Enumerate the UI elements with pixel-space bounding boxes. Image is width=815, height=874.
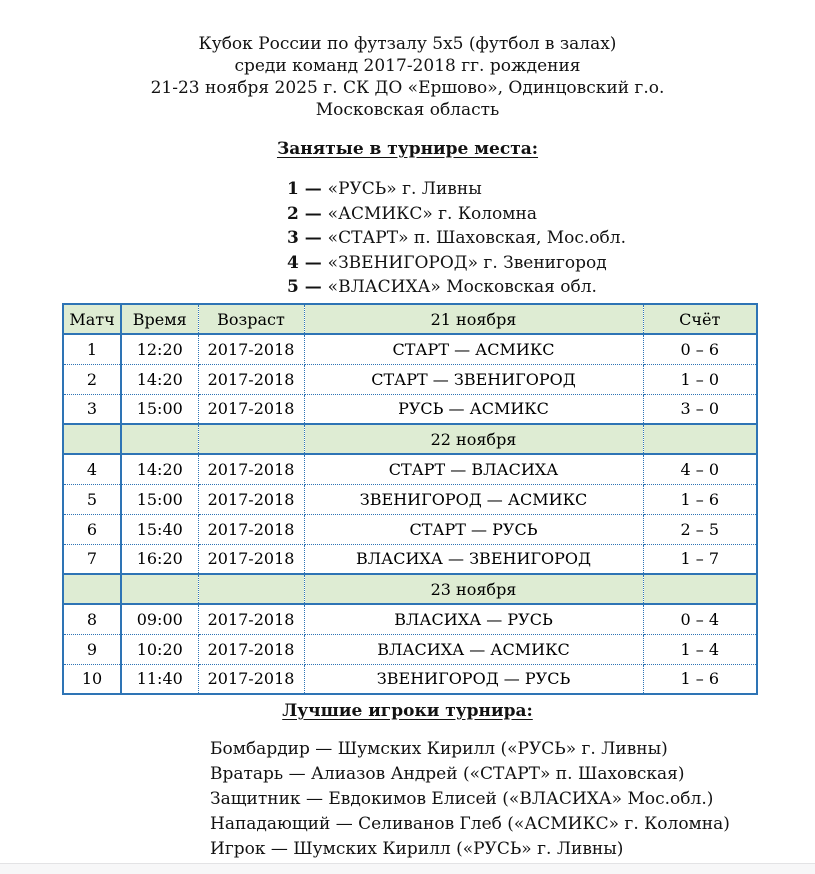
standings-heading: Занятые в турнире места: bbox=[276, 139, 539, 159]
place-number: 5 — bbox=[287, 277, 328, 297]
time-cell: 14:20 bbox=[121, 364, 198, 394]
best-players-heading: Лучшие игроки турнира: bbox=[282, 701, 533, 721]
standings-item bbox=[287, 202, 626, 227]
fixture-cell: СТАРТ — ВЛАСИХА bbox=[304, 454, 643, 484]
place-number: 2 — bbox=[287, 203, 328, 224]
score-cell: 2 – 5 bbox=[643, 514, 757, 544]
date-banner-empty-cell bbox=[643, 424, 757, 454]
match-row bbox=[63, 364, 757, 394]
time-cell: 09:00 bbox=[121, 604, 198, 634]
age-cell: 2017-2018 bbox=[198, 604, 304, 634]
date-banner-label: 22 ноября bbox=[304, 424, 643, 454]
age-cell: 2017-2018 bbox=[198, 454, 304, 484]
age-cell: 2017-2018 bbox=[198, 544, 304, 574]
fixture-cell: СТАРТ — РУСЬ bbox=[304, 514, 643, 544]
score-cell: 1 – 0 bbox=[643, 364, 757, 394]
column-header-age: Возраст bbox=[198, 304, 304, 334]
standings-list bbox=[287, 177, 626, 300]
time-cell: 10:20 bbox=[121, 634, 198, 664]
match-number-cell: 2 bbox=[63, 364, 121, 394]
match-row bbox=[63, 514, 757, 544]
time-cell: 15:40 bbox=[121, 514, 198, 544]
date-banner-empty-cell bbox=[121, 574, 198, 604]
score-cell: 0 – 6 bbox=[643, 334, 757, 364]
standings-item bbox=[287, 226, 626, 251]
best-player-item: Нападающий — Селиванов Глеб («АСМИКС» г. Коломна) bbox=[210, 814, 730, 834]
match-number-cell: 9 bbox=[63, 634, 121, 664]
match-number-cell: 10 bbox=[63, 664, 121, 694]
score-cell: 4 – 0 bbox=[643, 454, 757, 484]
bottom-edge-strip bbox=[0, 863, 815, 874]
age-cell: 2017-2018 bbox=[198, 484, 304, 514]
match-row bbox=[63, 334, 757, 364]
date-banner-row bbox=[63, 424, 757, 454]
best-player-item: Бомбардир — Шумских Кирилл («РУСЬ» г. Ливны) bbox=[210, 739, 668, 759]
date-banner-empty-cell bbox=[198, 574, 304, 604]
match-number-cell: 1 bbox=[63, 334, 121, 364]
place-number: 1 — bbox=[287, 179, 328, 199]
age-cell: 2017-2018 bbox=[198, 364, 304, 394]
title-line-1: Кубок России по футзалу 5х5 (футбол в залах) bbox=[198, 34, 617, 54]
score-cell: 1 – 6 bbox=[643, 664, 757, 694]
fixture-cell: ВЛАСИХА — АСМИКС bbox=[304, 634, 643, 664]
match-number-cell: 6 bbox=[63, 514, 121, 544]
score-cell: 1 – 4 bbox=[643, 634, 757, 664]
match-row bbox=[63, 394, 757, 424]
time-cell: 16:20 bbox=[121, 544, 198, 574]
fixture-cell: ЗВЕНИГОРОД — АСМИКС bbox=[304, 484, 643, 514]
date-banner-empty-cell bbox=[643, 574, 757, 604]
match-number-cell: 8 bbox=[63, 604, 121, 634]
score-cell: 1 – 6 bbox=[643, 484, 757, 514]
age-cell: 2017-2018 bbox=[198, 334, 304, 364]
score-cell: 0 – 4 bbox=[643, 604, 757, 634]
column-header-time: Время bbox=[121, 304, 198, 334]
team-name: «ВЛАСИХА» Московская обл. bbox=[327, 277, 597, 297]
age-cell: 2017-2018 bbox=[198, 664, 304, 694]
date-banner-label: 23 ноября bbox=[304, 574, 643, 604]
match-row bbox=[63, 604, 757, 634]
time-cell: 14:20 bbox=[121, 454, 198, 484]
time-cell: 15:00 bbox=[121, 484, 198, 514]
place-number: 3 — bbox=[287, 228, 328, 248]
schedule-header-row bbox=[63, 304, 757, 334]
age-cell: 2017-2018 bbox=[198, 514, 304, 544]
column-header-date: 21 ноября bbox=[304, 304, 643, 334]
time-cell: 12:20 bbox=[121, 334, 198, 364]
date-banner-empty-cell bbox=[198, 424, 304, 454]
standings-item bbox=[287, 251, 626, 276]
match-number-cell: 7 bbox=[63, 544, 121, 574]
date-banner-empty-cell bbox=[63, 574, 121, 604]
match-row bbox=[63, 484, 757, 514]
match-number-cell: 4 bbox=[63, 454, 121, 484]
date-banner-empty-cell bbox=[63, 424, 121, 454]
title-line-3: 21-23 ноября 2025 г. СК ДО «Ершово», Одинцовский г.о. bbox=[150, 78, 665, 98]
schedule-table bbox=[62, 303, 758, 695]
team-name: «АСМИКС» г. Коломна bbox=[327, 203, 537, 224]
date-banner-row bbox=[63, 574, 757, 604]
fixture-cell: ВЛАСИХА — ЗВЕНИГОРОД bbox=[304, 544, 643, 574]
best-players-list bbox=[210, 737, 730, 862]
fixture-cell: ВЛАСИХА — РУСЬ bbox=[304, 604, 643, 634]
best-player-item: Вратарь — Алиазов Андрей («СТАРТ» п. Шаховская) bbox=[210, 764, 685, 784]
match-row bbox=[63, 664, 757, 694]
column-header-score: Счёт bbox=[643, 304, 757, 334]
age-cell: 2017-2018 bbox=[198, 634, 304, 664]
tournament-title bbox=[0, 33, 815, 121]
title-line-4: Московская область bbox=[315, 100, 500, 120]
time-cell: 11:40 bbox=[121, 664, 198, 694]
standings-item bbox=[287, 177, 626, 202]
best-player-item: Игрок — Шумских Кирилл («РУСЬ» г. Ливны) bbox=[210, 839, 624, 859]
best-player-item: Защитник — Евдокимов Елисей («ВЛАСИХА» Мос.обл.) bbox=[210, 789, 714, 809]
place-number: 4 — bbox=[287, 252, 328, 273]
score-cell: 3 – 0 bbox=[643, 394, 757, 424]
match-number-cell: 5 bbox=[63, 484, 121, 514]
fixture-cell: СТАРТ — ЗВЕНИГОРОД bbox=[304, 364, 643, 394]
team-name: «ЗВЕНИГОРОД» г. Звенигород bbox=[327, 252, 607, 273]
standings-item bbox=[287, 275, 626, 300]
column-header-match: Матч bbox=[63, 304, 121, 334]
match-row bbox=[63, 454, 757, 484]
match-row bbox=[63, 634, 757, 664]
team-name: «РУСЬ» г. Ливны bbox=[327, 179, 482, 199]
title-line-2: среди команд 2017-2018 гг. рождения bbox=[234, 56, 581, 76]
match-number-cell: 3 bbox=[63, 394, 121, 424]
fixture-cell: ЗВЕНИГОРОД — РУСЬ bbox=[304, 664, 643, 694]
score-cell: 1 – 7 bbox=[643, 544, 757, 574]
match-row bbox=[63, 544, 757, 574]
team-name: «СТАРТ» п. Шаховская, Мос.обл. bbox=[327, 228, 626, 248]
fixture-cell: РУСЬ — АСМИКС bbox=[304, 394, 643, 424]
age-cell: 2017-2018 bbox=[198, 394, 304, 424]
date-banner-empty-cell bbox=[121, 424, 198, 454]
fixture-cell: СТАРТ — АСМИКС bbox=[304, 334, 643, 364]
time-cell: 15:00 bbox=[121, 394, 198, 424]
